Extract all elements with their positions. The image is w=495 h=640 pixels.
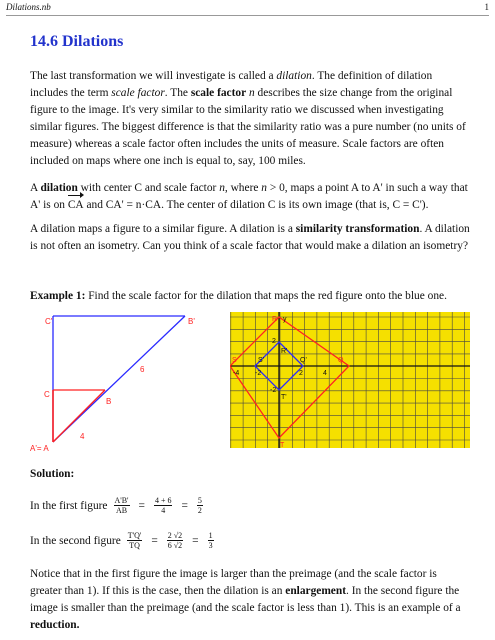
tick-y-2: 2 xyxy=(272,338,276,345)
fraction-tprimeqprime-over-tq: $\frac{T'Q'}{TQ}$ xyxy=(127,531,142,550)
coordinate-grid-figure xyxy=(230,312,470,448)
conclusion-paragraph: Notice that in the first figure the image is larger than the preimage (and the scale factor is greater than 1). If this is the case, then the dilation is an enlargement. In the second figure the image is smaller than the preimage (and the scale factor is less than 1). This is an example of a reduction. xyxy=(30,568,461,631)
label-s-prime: S' xyxy=(258,357,265,364)
second-figure-equation: In the second figure $\frac{T'Q'}{TQ}$ = $\frac{2 √2}{6 √2}$ = $\frac{1}{3}$ xyxy=(30,531,213,550)
fraction-aprimebprime-over-ab: $\frac{A'B'}{AB}$ xyxy=(114,496,129,515)
red-segment-b-a xyxy=(53,390,105,442)
fraction-root-ratio: $\frac{2 √2}{6 √2}$ xyxy=(167,531,183,550)
intro-paragraph: The last transformation we will investigate is called a dilation. The definition of dilation includes the term scale factor. The scale factor n describes the size change from the original figure to the image. It's very similar to the similarity ratio we discussed when investigating similar figures. The biggest difference is that the similarity ratio was a pure number (no units of measure) whereas a scale factor often includes the units of measure. Scale factors are often included on maps where one inch is equal to, say, 100 miles. xyxy=(30,70,466,167)
tick-x-2: 2 xyxy=(299,370,303,377)
section-title: 14.6 Dilations xyxy=(30,33,124,50)
label-y-axis: y xyxy=(283,316,287,323)
tick-y-neg2: -2 xyxy=(270,387,277,394)
fraction-1-over-3: $\frac{1}{3}$ xyxy=(208,531,213,550)
label-c-prime: C' xyxy=(45,317,53,326)
definition-paragraph: A dilation with center C and scale factor n, where n > 0, maps a point A to A' in such a way that A' is on CA and CA' = n·CA. The center of dilation C is its own image (that is, C = C'). xyxy=(30,180,470,214)
label-side-6: 6 xyxy=(140,365,145,374)
label-a-prime-equals-a: A'= A xyxy=(30,444,49,453)
example-paragraph: Example 1: Find the scale factor for the dilation that maps the red figure onto the blue one. xyxy=(30,290,447,302)
label-t: T xyxy=(280,442,285,448)
label-t-prime: T' xyxy=(281,394,287,401)
tick-x-neg4: -4 xyxy=(233,370,240,377)
fraction-sum-over-4: $\frac{4 + 6}{4}$ xyxy=(154,496,172,515)
label-b: B xyxy=(106,397,112,406)
label-c: C xyxy=(44,390,50,399)
label-b-prime: B' xyxy=(188,317,195,326)
page-number: 1 xyxy=(484,2,489,12)
header-divider xyxy=(6,15,489,16)
solution-label: Solution: xyxy=(30,468,75,480)
label-q: Q xyxy=(338,357,344,364)
label-r: R xyxy=(272,316,278,323)
similarity-paragraph: A dilation maps a figure to a similar figure. A dilation is a similarity transformation. A dilation is not often an isometry. Can you think of a scale factor that would make a dilation an isometry? xyxy=(30,223,470,252)
label-s: S xyxy=(232,357,237,364)
file-title: Dilations.nb xyxy=(6,2,51,12)
page-header xyxy=(6,2,489,16)
label-q-prime: Q' xyxy=(300,357,307,364)
label-r-prime: R' xyxy=(281,348,288,355)
fraction-5-over-2: $\frac{5}{2}$ xyxy=(197,496,202,515)
dilation-triangles-figure xyxy=(30,310,210,460)
tick-x-neg2: -2 xyxy=(255,370,262,377)
label-side-4: 4 xyxy=(80,432,85,441)
ray-ca: CA xyxy=(68,197,84,214)
first-figure-equation: In the first figure $\frac{A'B'}{AB}$ = $\frac{4 + 6}{4}$ = $\frac{5}{2}$ xyxy=(30,496,202,515)
tick-x-4: 4 xyxy=(323,370,327,377)
